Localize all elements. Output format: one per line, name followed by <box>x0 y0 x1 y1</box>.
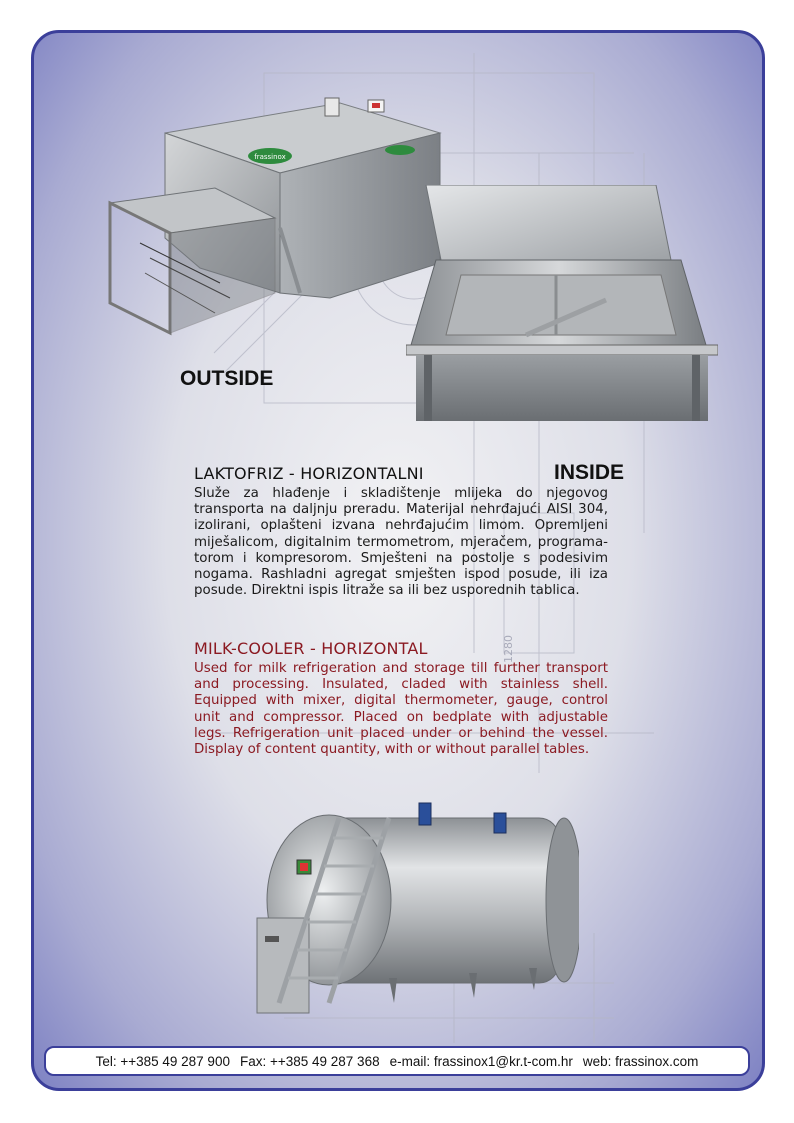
page-frame <box>31 30 765 1091</box>
english-description: Used for milk refrigeration and storage till further transport and processing. Insulated, claded with stainless shell. Equipped with mixer, digital thermometer, gauge, control unit and compressor. Placed on bedplate with adjustable legs. Refrigeration unit placed under or behind the vessel. Display of content quantity, with or without parallel tables. <box>194 661 608 758</box>
footer-web[interactable]: web: frassinox.com <box>582 1053 699 1069</box>
brand-logo-outside: frassinox <box>254 153 286 161</box>
english-heading: MILK-COOLER - HORIZONTAL <box>194 639 428 658</box>
drawing-dimension: 1280 <box>502 635 515 663</box>
footer-tel: Tel: ++385 49 287 900 <box>95 1053 230 1069</box>
croatian-description: Služe za hlađenje i skladištenje mlijeka do njegovog transporta na daljnju preradu. Materijal nehrđajući AISI 304, izolirani, oplašteni izvana nehrđajućim limom. Opremljeni miješalicom, digitalnim termometrom, mjeračem, programa-torom i kompresorom. Smješteni na postolje s podesivim nogama. Rashladni agregat smješten ispod posude, ili iza posude. Direktni ispis litraže sa ili bez usporednih tablica. <box>194 486 608 599</box>
outside-photo <box>70 78 450 348</box>
contact-footer <box>44 1046 750 1076</box>
footer-fax: Fax: ++385 49 287 368 <box>239 1053 380 1069</box>
tank-photo <box>219 778 579 1036</box>
outside-label: OUTSIDE <box>180 367 274 390</box>
inside-photo <box>406 185 718 421</box>
croatian-heading: LAKTOFRIZ - HORIZONTALNI <box>194 464 424 483</box>
inside-label: INSIDE <box>554 461 625 484</box>
footer-email[interactable]: e-mail: frassinox1@kr.t-com.hr <box>389 1053 573 1069</box>
